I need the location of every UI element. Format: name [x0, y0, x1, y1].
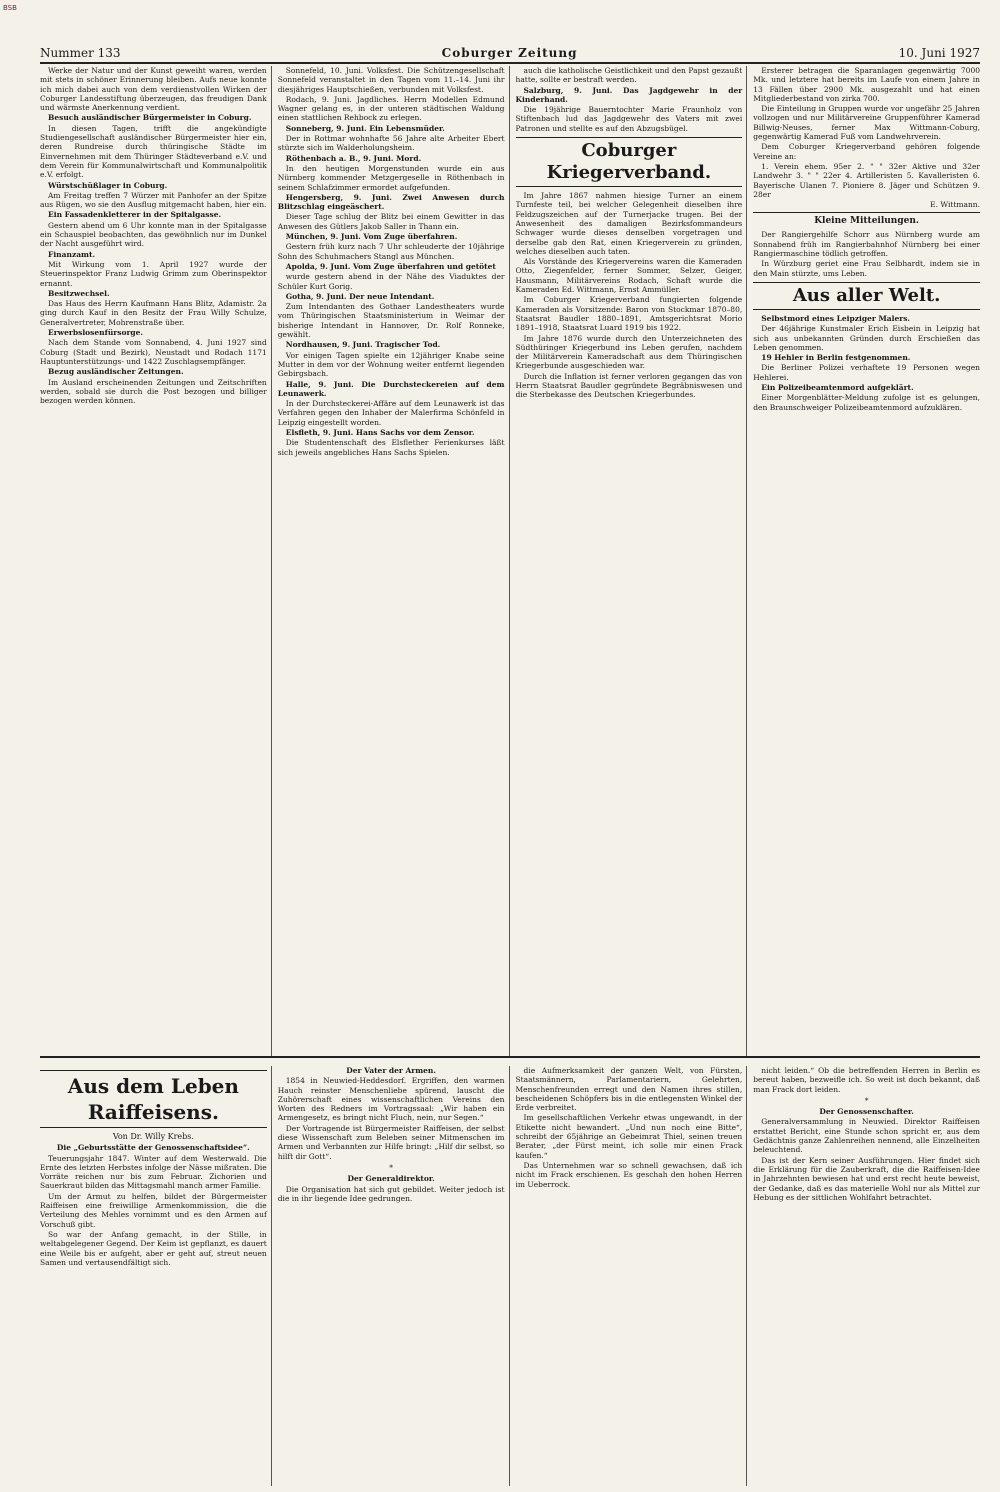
subheading: Der Generaldirektor.	[347, 1174, 435, 1184]
paragraph: Sonnefeld, 10. Juni. Volksfest. Die Schützengesellschaft Sonnefeld veranstaltet in den Tagen vom 11.–14. Juni ihr diesjähriges Hauptschießen, verbunden mit Volksfest.	[277, 66, 505, 94]
top-section	[40, 66, 980, 1058]
issue-date: 10. Juni 1927	[898, 46, 980, 60]
paragraph: Als Vorstände des Kriegervereins waren die Kameraden Otto, Ziegenfelder, ferner Sommer, Selzer, Geiger, Hausmann, Militärvereins Rodach, Schaft wurde die Kameraden Ed. Wittmann, Ernst Ammüller.	[515, 257, 743, 295]
headline: Röthenbach a. B., 9. Juni. Mord.	[285, 153, 422, 163]
paragraph: wurde gestern abend in der Nähe des Viaduktes der Schüler Kurt Gorig.	[277, 272, 505, 291]
bottom-section	[40, 1066, 980, 1486]
paragraph: die Aufmerksamkeit der ganzen Welt, von Fürsten, Staatsmännern, Parlamentariern, Gelehrten, Menschenfreunden erregt und den Namen ihres stillen, bescheidenen Schöpfers bis in die entlegensten Winkel der Erde verbreitet.	[515, 1066, 743, 1113]
issue-number: Nummer 133	[40, 46, 121, 60]
signature: E. Wittmann.	[930, 200, 980, 210]
paragraph: Dieser Tage schlug der Blitz bei einem Gewitter in das Anwesen des Gütlers Jakob Saller in Thann ein.	[277, 212, 505, 231]
column-3	[516, 1066, 748, 1486]
library-stamp: BSB	[3, 4, 17, 12]
headline: Sonneberg, 9. Juni. Ein Lebensmüder.	[285, 123, 445, 133]
paragraph: Werke der Natur und der Kunst geweiht waren, werden mit stets in schöner Erinnerung bleiben. Aufs neue konnte ich mich dabei auch von dem verdienstvollen Wirken der Coburger Landesstiftung überzeugen, das freudigen Dank und wärmste Anerkennung verdient.	[40, 66, 267, 113]
column-4	[753, 66, 980, 1056]
paragraph: Dem Coburger Kriegerverband gehören folgende Vereine an:	[753, 142, 980, 161]
paragraph: Ersterer betragen die Sparanlagen gegenwärtig 7000 Mk. und letztere hat bereits im Laufe von einem Jahre in 13 Fällen über 2900 Mk. ausgezahlt und hat einen Mitgliederbestand von zirka 700.	[753, 66, 980, 103]
headline: Finanzamt.	[48, 249, 96, 259]
headline: Ein Polizeibeamtenmord aufgeklärt.	[761, 383, 914, 393]
paragraph: In Würzburg geriet eine Frau Selbhardt, indem sie in den Main stürzte, ums Leben.	[753, 259, 980, 278]
headline: Bezug ausländischer Zeitungen.	[48, 367, 184, 377]
paragraph: Im Ausland erscheinenden Zeitungen und Zeitschriften werden, sobald sie durch die Post bezogen und billiger bezogen werden können.	[40, 377, 267, 406]
subtitle: Die „Geburtsstätte der Genossenschaftsidee“.	[56, 1143, 250, 1153]
paragraph: Im Coburger Kriegerverband fungierten folgende Kameraden als Vorsitzende: Baron von Stockmar 1870–80, Staatsrat Baudler 1880–1891, Amtsgerichtsrat Morio 1891–1918, Staatsrat Luard 1919 bis 1922.	[515, 295, 743, 333]
headline: Halle, 9. Juni. Die Durchsteckereien auf dem Leunawerk.	[277, 379, 505, 398]
paragraph: So war der Anfang gemacht, in der Stille, in weltabgelegener Gegend. Der Keim ist gepflanzt, es dauert eine Weile bis er aufgeht, aber er geht auf, streut neuen Samen und vertausendfältigt sich.	[40, 1229, 267, 1267]
paragraph: Nach dem Stande vom Sonnabend, 4. Juni 1927 sind Coburg (Stadt und Bezirk), Neustadt und Rodach 1171 Hauptunterstützungs- und 1422 Zuschlagsempfänger.	[40, 338, 267, 366]
paragraph: Die 19jährige Bauerntochter Marie Fraunholz von Stiftenbach lud das Jagdgewehr des Vaters mit zwei Patronen und stellte es auf den Abzugsbügel.	[515, 105, 743, 133]
masthead	[40, 40, 980, 64]
paragraph: Die Einteilung in Gruppen wurde vor ungefähr 25 Jahren vollzogen und nur Militärvereine Gruppenführer Kamerad Billwig-Neuses, ferner Max Wittmann-Coburg, gegenwärtig Kamerad Fuß vom Landwehrverein.	[753, 104, 980, 142]
headline: Selbstmord eines Leipziger Malers.	[761, 313, 911, 323]
column-4	[753, 1066, 980, 1486]
paragraph: Das ist der Kern seiner Ausführungen. Hier findet sich die Erklärung für die Zauberkraft, die die Raiffeisen-Idee in Jahrzehnten bewiesen hat und erst recht heute beweist, der Gedanke, daß es das materielle Wohl nur als Mittel zur Hebung es der sittlichen Wohlfahrt betrachtet.	[753, 1155, 980, 1202]
paragraph: Der Rangiergehilfe Schorr aus Nürnberg wurde am Sonnabend früh im Rangierbahnhof Nürnberg bei einer Rangiermaschine tödlich getroffen.	[753, 230, 980, 259]
section-title-aus-aller-welt: Aus aller Welt.	[753, 282, 980, 310]
paragraph: auch die katholische Geistlichkeit und den Papst gezaußt hatte, sollte er bestraft werden.	[515, 66, 743, 85]
headline: Würstschüßlager in Coburg.	[48, 180, 168, 190]
headline: Elsfleth, 9. Juni. Hans Sachs vor dem Zensor.	[285, 427, 475, 437]
paragraph: Die Organisation hat sich gut gebildet. Weiter jedoch ist die in ihr liegende Idee gedrungen.	[277, 1184, 505, 1203]
headline: Hengersberg, 9. Juni. Zwei Anwesen durch Blitzschlag eingeäschert.	[277, 192, 505, 212]
headline: Apolda, 9. Juni. Vom Zuge überfahren und getötet	[285, 261, 496, 271]
paragraph: Die Studentenschaft des Elsflether Ferienkurses läßt sich jeweils angebliches Hans Sachs Spielen.	[277, 438, 505, 457]
column-1	[40, 1066, 272, 1486]
byline: Von Dr. Willy Krebs.	[112, 1132, 194, 1141]
headline: Ein Fassadenkletterer in der Spitalgasse.	[48, 210, 222, 220]
paragraph: Gestern früh kurz nach 7 Uhr schleuderte der 10jährige Sohn des Schuhmachers Stangl aus München.	[277, 242, 505, 261]
headline: Gotha, 9. Juni. Der neue Intendant.	[285, 291, 435, 301]
paragraph: Zum Intendanten des Gothaer Landestheaters wurde vom Thüringischen Staatsministerium in Weimar der bisherige Intendant in Hannover, Dr. Rolf Ronneke, gewählt.	[277, 302, 505, 340]
headline: Erwerbslosenfürsorge.	[48, 328, 144, 338]
paragraph: Im Jahre 1876 wurde durch den Unterzeichneten des Südthüringer Kriegerbund ins Leben gerufen, nachdem der Militärverein Kameradschaft aus dem Thüringischen Kriegerbunde ausgeschieden war.	[515, 333, 743, 371]
separator-asterisk-icon: *	[389, 1162, 393, 1172]
paragraph: Der in Rottmar wohnhafte 56 Jahre alte Arbeiter Ebert stürzte sich im Walderholungsheim.	[277, 134, 505, 153]
subheading: Der Genossenschafter.	[819, 1107, 914, 1117]
paragraph: Im Jahre 1867 nahmen hiesige Turner an einem Turnfeste teil, bei welcher Gelegenheit dieselben ihre Feldzugszeichen auf der Turnerjacke trugen. Bei der Anwesenheit des damaligen Bezirksfommandeurs Schwager wurde dieses denselben vorgetragen und derselbe gab den Rat, einen Kriegerverein zu gründen, welches dieselben auch taten.	[515, 191, 743, 256]
paragraph: Rodach, 9. Juni. Jagdliches. Herrn Modellen Edmund Wagner gelang es, in der unteren städtischen Waldung einen stattlichen Rehbock zu erlegen.	[277, 94, 505, 123]
column-1	[40, 66, 272, 1056]
paragraph: Um der Armut zu helfen, bildet der Bürgermeister Raiffeisen eine freiwillige Armenkommission, die die Verteilung des Mehles vornimmt und es den Armen auf Vorschuß gibt.	[40, 1191, 267, 1229]
paragraph: Generalversammlung in Neuwied. Direktor Raiffeisen erstattet Bericht, eine Stunde schon spricht er, aus dem Gedächtnis ganze Zahlenreihen nennend, alle Einzelheiten beleuchtend.	[753, 1117, 980, 1155]
separator-asterisk-icon: *	[864, 1095, 869, 1105]
paragraph: Das Haus des Herrn Kaufmann Hans Blitz, Adamistr. 2a ging durch Kauf in den Besitz der Frau Willy Schulze, Generalvertreter, Mohrenstraße über.	[40, 299, 267, 327]
headline: Besitzwechsel.	[48, 288, 110, 298]
paragraph: Am Freitag treffen 7 Würzer mit Panhofer an der Spitze aus Rügen, wo sie den Ausflug mitgemacht haben, hier ein.	[40, 190, 267, 210]
paragraph: In der Durchsteckerei-Affäre auf dem Leunawerk ist das Verfahren gegen den Inhaber der Malerfirma Schönfeld in Leipzig eingestellt worden.	[277, 399, 505, 427]
article-title: Aus dem Leben Raiffeisens.	[40, 1070, 267, 1128]
paragraph: Die Berliner Polizei verhaftete 19 Personen wegen Hehlerei.	[753, 363, 980, 382]
subheading: Der Vater der Armen.	[346, 1066, 436, 1075]
paragraph: Der 46jährige Kunstmaler Erich Eisbein in Leipzig hat sich aus unbekannten Gründen durch Erschießen das Leben genommen.	[753, 324, 980, 352]
column-3	[516, 66, 748, 1056]
paragraph: Vor einigen Tagen spielte ein 12jähriger Knabe seine Mutter in dem vor der Wohnung weiter entfernt liegenden Gebirgsbach.	[277, 350, 505, 379]
newspaper-title: Coburger Zeitung	[441, 46, 578, 60]
paragraph: Gestern abend um 6 Uhr konnte man in der Spitalgasse ein Schauspiel beobachten, das gewöhnlich nur im Dunkel der Nacht ausgeführt wird.	[40, 220, 267, 249]
paragraph: Einer Morgenblätter-Meldung zufolge ist es gelungen, den Braunschweiger Polizeibeamtenmord aufzuklären.	[753, 393, 980, 412]
section-title-kriegerverband: Coburger Kriegerverband.	[516, 137, 743, 187]
paragraph: nicht leiden.“ Ob die betreffenden Herren in Berlin es bereut haben, bezweifle ich. So weit ist doch bekannt, daß man Frack dort leiden.	[753, 1066, 980, 1094]
paragraph: Teuerungsjahr 1847. Winter auf dem Westerwald. Die Ernte des letzten Herbstes infolge der Nässe mißraten. Die Vorräte reichen nur bis zum Februar. Zichorien und Sauerkraut bilden das Mittagsmahl manch armer Familie.	[40, 1153, 267, 1191]
paragraph: Durch die Inflation ist ferner verloren gegangen das von Herrn Staatsrat Baudler gegründete Begräbniswesen und die Sterbekasse des Deutschen Kriegerbundes.	[515, 371, 743, 400]
member-list: 1. Verein ehem. 95er 2. " " 32er Aktive und 32er Landwehr 3. " " 22er 4. Artilleristen 5. Kavalleristen 6. Bayerische Ulanen 7. Pioniere 8. Jäger und Schützen 9. 28er	[753, 161, 980, 199]
column-2	[278, 1066, 510, 1486]
paragraph: In diesen Tagen, trifft die angekündigte Studiengesellschaft ausländischer Bürgermeister hier ein, deren Rundreise durch thüringische Städte im Einvernehmen mit dem Thüringer Städteverband e.V. und dem Verein für Kommunalwirtschaft und Kommunalpolitik e.V. erfolgt.	[40, 123, 267, 180]
paragraph: Mit Wirkung vom 1. April 1927 wurde der Steuerinspektor Franz Ludwig Grimm zum Oberinspektor ernannt.	[40, 259, 267, 288]
headline: Salzburg, 9. Juni. Das Jagdgewehr in der Kinderhand.	[515, 85, 743, 104]
headline: München, 9. Juni. Vom Zuge überfahren.	[285, 232, 458, 242]
paragraph: Der Vortragende ist Bürgermeister Raiffeisen, der selbst diese Wissenschaft zum Beleben seiner Mitmenschen im Armen und Verbannten zur Hilfe bringt: „Hilf dir selbst, so hilft dir Gott“.	[277, 1123, 505, 1161]
section-title-kleine-mitteilungen: Kleine Mitteilungen.	[753, 212, 980, 227]
headline: Besuch ausländischer Bürgermeister in Coburg.	[48, 113, 252, 123]
paragraph: Das Unternehmen war so schnell gewachsen, daß ich nicht im Frack erschienen. Es geschah den hohen Herren im Ueberrock.	[515, 1160, 743, 1189]
headline: Nordhausen, 9. Juni. Tragischer Tod.	[285, 340, 441, 350]
column-2	[278, 66, 510, 1056]
headline: 19 Hehler in Berlin festgenommen.	[761, 353, 911, 363]
paragraph: 1854 in Neuwied-Heddesdorf. Ergriffen, den warmen Hauch reinster Menschenliebe spürend, lauscht die Zuhörerschaft eines wissenschaftlichen Vereins den Worten des Redners im Vortragssaal: „Wir haben ein Armengesetz, es bringt nicht Fluch, nein, nur Segen.“	[277, 1076, 505, 1123]
paragraph: In den heutigen Morgenstunden wurde ein aus Nürnberg kommender Metzgergeselle in Röthenbach in seinem Schlafzimmer ermordet aufgefunden.	[277, 163, 505, 192]
paragraph: Im gesellschaftlichen Verkehr etwas ungewandt, in der Etikette nicht bewandert. „Und nun noch eine Bitte“, schreibt der 65jährige an Gebeimrat Thiel, seinen treuen Berater, „der Fürst meint, ich solle mir einen Frack kaufen.“	[515, 1113, 743, 1160]
